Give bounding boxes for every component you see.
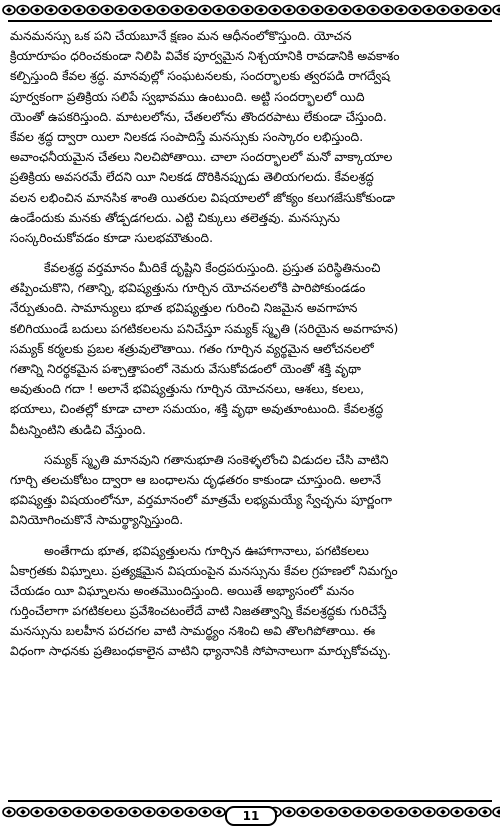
text-line: సమ్యక్ కర్మలకు ప్రబల శత్రువులౌతాయి. గతం గూర్చిన వ్యర్థమైన ఆలోచనలలో [10, 341, 374, 356]
text-line: వీటన్నింటిని తుడిచి వేస్తుంది. [10, 422, 146, 437]
text-line: ఏకాగ్రతకు విఘ్నాలు. ప్రత్యక్షమైన విషయంపైన మనస్సును కేవల గ్రహణలో నిమగ్నం [10, 563, 398, 578]
top-rule [8, 20, 492, 22]
paragraph [10, 450, 490, 531]
text-line: గుర్తించేలాగా పగటికలలు ప్రవేశించటంలేదే వాటి నిజతత్వాన్ని కేవలశ్రద్ధకు గురిచేస్తే [10, 604, 387, 619]
page-number: 11 [225, 806, 277, 826]
text-line: భయాలు, చింతల్లో కూడా చాలా సమయం, శక్తి వృథా అవుతూంటుంది. కేవలశ్రద్ధ [10, 402, 384, 417]
text-line: క్రియారూపం ధరించకుండా నిలిపి వివేక పూర్వమైన నిశ్చయానికి రావడానికి అవకాశం [10, 49, 400, 64]
text-line: మనమనస్సు ఒక పని చేయబూనే క్షణం మన ఆధీనంలోకొస్తుంది. యోచన [10, 29, 352, 43]
paragraph [10, 26, 490, 248]
text-line: ఉండేందుకు మనకు తోడ్పడగలదు. ఎట్టి చిక్కులు తలెత్తవు. మనస్సును [10, 210, 341, 225]
text-line: అంతేగాదు భూత, భవిష్యత్తులను గూర్చిన ఊహాగానాలు, పగటికలలు [44, 543, 369, 558]
text-line: ప్రతిక్రియ అవసరమే లేదని యీ నిలకడ దొరికినప్పుడు తెలియగలదు. కేవలశ్రద్ధ [10, 170, 374, 185]
text-line: వలన లభించిన మానసిక శాంతి యితరుల విషయాలలో జోక్యం కలుగజేసుకోకుండా [10, 190, 395, 205]
text-line: కేవల శ్రద్ధ ద్వారా యిలా నిలకడ సంపాదిస్తే మనస్సుకు సంస్కారం లభిస్తుంది. [10, 129, 364, 144]
text-line: యెంతో ఉపకరిస్తుంది. మాటలలోను, చేతలలోను తొందరపాటు లేకుండా చేస్తుంది. [10, 109, 387, 124]
top-border-ornament [0, 2, 500, 18]
text-line: విధంగా సాధనకు ప్రతిబంధకాలైన వాటిని ధ్యానానికి సోపానాలుగా మార్చుకోవచ్చు. [10, 644, 391, 659]
text-line: అవాంఛనీయమైన చేతలు నిలచిపోతాయి. చాలా సందర్భాలలో మనో వాక్కాయాల [10, 150, 393, 165]
text-line: కలిగియుండే బదులు పగటికలలను పనిచేస్తూ సమ్యక్ స్మృతి (సరియైన అవగాహన) [10, 321, 399, 336]
text-line: చేయడం యీ విఘ్నాలను అంతమొందిస్తుంది. అయితే అభ్యాసంలో మనం [10, 583, 355, 598]
text-line: వినియోగించుకొనే సామర్థ్యాన్నిస్తుంది. [10, 513, 184, 528]
text-line: భవిష్యత్తు విషయంలోనూ, వర్తమానంలో మాత్రమే లభ్యమయ్యే స్వేచ్ఛను పూర్ణంగా [10, 493, 392, 508]
text-line: తప్పించుకొని, గతాన్ని, భవిష్యత్తును గూర్చిన యోచనలలోకి పారిపోకుండడం [10, 281, 366, 296]
text-line: కేవలశ్రద్ధ వర్తమానం మీదికే దృష్టిని కేంద్రపరుస్తుంది. ప్రస్తుత పరిస్థితినుంచి [44, 261, 381, 276]
text-line: సంస్కరించుకోవడం కూడా సులభమౌతుంది. [10, 230, 214, 245]
text-line: పూర్వకంగా ప్రతిక్రియ సలిపే స్వభావము ఉంటుంది. అట్టి సందర్భాలలో యిది [10, 89, 365, 104]
paragraph [10, 258, 490, 440]
text-line: గతాన్ని నిరర్థకమైన పశ్చాత్తాపంలో నెమరు వేసుకోవడంలో యెంతో శక్తి వృథా [10, 362, 361, 376]
paragraph [10, 541, 490, 662]
text-line: కల్పిస్తుంది కేవల శ్రద్ధ. మానవుల్లో సంఘటనలకు, సందర్భాలకు త్వరపడి రాగద్వేష [10, 69, 391, 84]
text-line: గూర్చి తలచుకోటం ద్వారా ఆ బంధాలను దృఢతరం కాకుండా చూస్తుంది. అలానే [10, 472, 381, 487]
text-line: అవుతుంది గదా ! అలానే భవిష్యత్తును గూర్చిన యోచనలు, ఆశలు, కలలు, [10, 382, 364, 397]
text-body [10, 26, 490, 796]
bottom-rule [8, 800, 492, 802]
text-line: నేర్పుతుంది. సామాన్యులు భూత భవిష్యత్తుల గురించి నిజమైన అవగాహన [10, 301, 358, 316]
text-line: మనస్సును బలహీన పరచగల వాటి సామర్థ్యం నశించి అవి తొలగిపోతాయి. ఈ [10, 624, 376, 639]
text-line: సమ్యక్ స్మృతి మానవుని గతానుభూతి సంకెళ్ళలోంచి విడుదల చేసి వాటిని [44, 452, 389, 467]
